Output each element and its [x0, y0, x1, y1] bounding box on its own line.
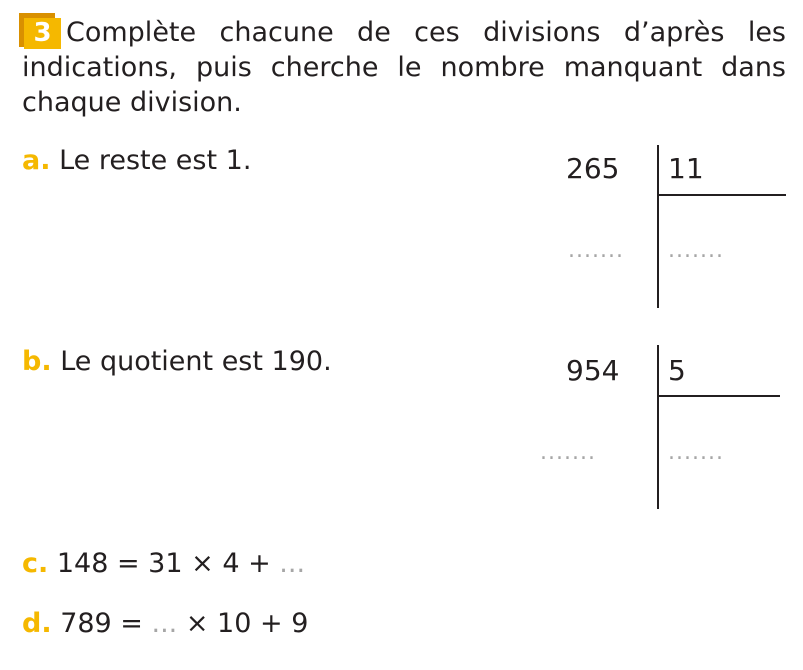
division-b-divisor: 5	[668, 354, 686, 387]
item-c-equation: 148 = 31 × 4 +	[56, 548, 280, 579]
item-a	[22, 145, 251, 177]
item-a-letter: a.	[22, 145, 51, 176]
exercise-instruction	[22, 15, 786, 120]
division-b-dividend: 954	[566, 354, 620, 387]
division-b-horizontal-bar	[658, 395, 780, 397]
division-a-remainder-blank[interactable]: .......	[568, 238, 624, 263]
division-a-horizontal-bar	[658, 194, 786, 196]
division-a-vertical-bar	[657, 145, 659, 308]
division-b-dividend-blank[interactable]: .......	[540, 440, 596, 465]
instruction-text: Complète chacune de ces divisions d’après les indications, puis cherche le nombre manquant dans chaque division.	[22, 17, 786, 118]
item-a-text: Le reste est 1.	[59, 145, 252, 176]
item-d-blank[interactable]: ...	[151, 608, 178, 639]
item-d-equation-start: 789 =	[60, 608, 152, 639]
division-b-remainder-blank[interactable]: .......	[668, 440, 724, 465]
exercise-number-badge: 3	[24, 18, 61, 49]
item-c-blank[interactable]: ...	[279, 548, 306, 579]
division-a-dividend: 265	[566, 152, 620, 185]
item-c-letter: c.	[22, 548, 49, 579]
item-b-letter: b.	[22, 346, 52, 377]
item-c	[22, 548, 305, 580]
division-a-quotient-blank[interactable]: .......	[668, 238, 724, 263]
division-a-divisor: 11	[668, 152, 704, 185]
item-b	[22, 346, 332, 378]
item-b-text: Le quotient est 190.	[60, 346, 332, 377]
item-d-letter: d.	[22, 608, 52, 639]
item-d-equation-end: × 10 + 9	[177, 608, 309, 639]
division-b-vertical-bar	[657, 345, 659, 509]
item-d	[22, 608, 308, 640]
